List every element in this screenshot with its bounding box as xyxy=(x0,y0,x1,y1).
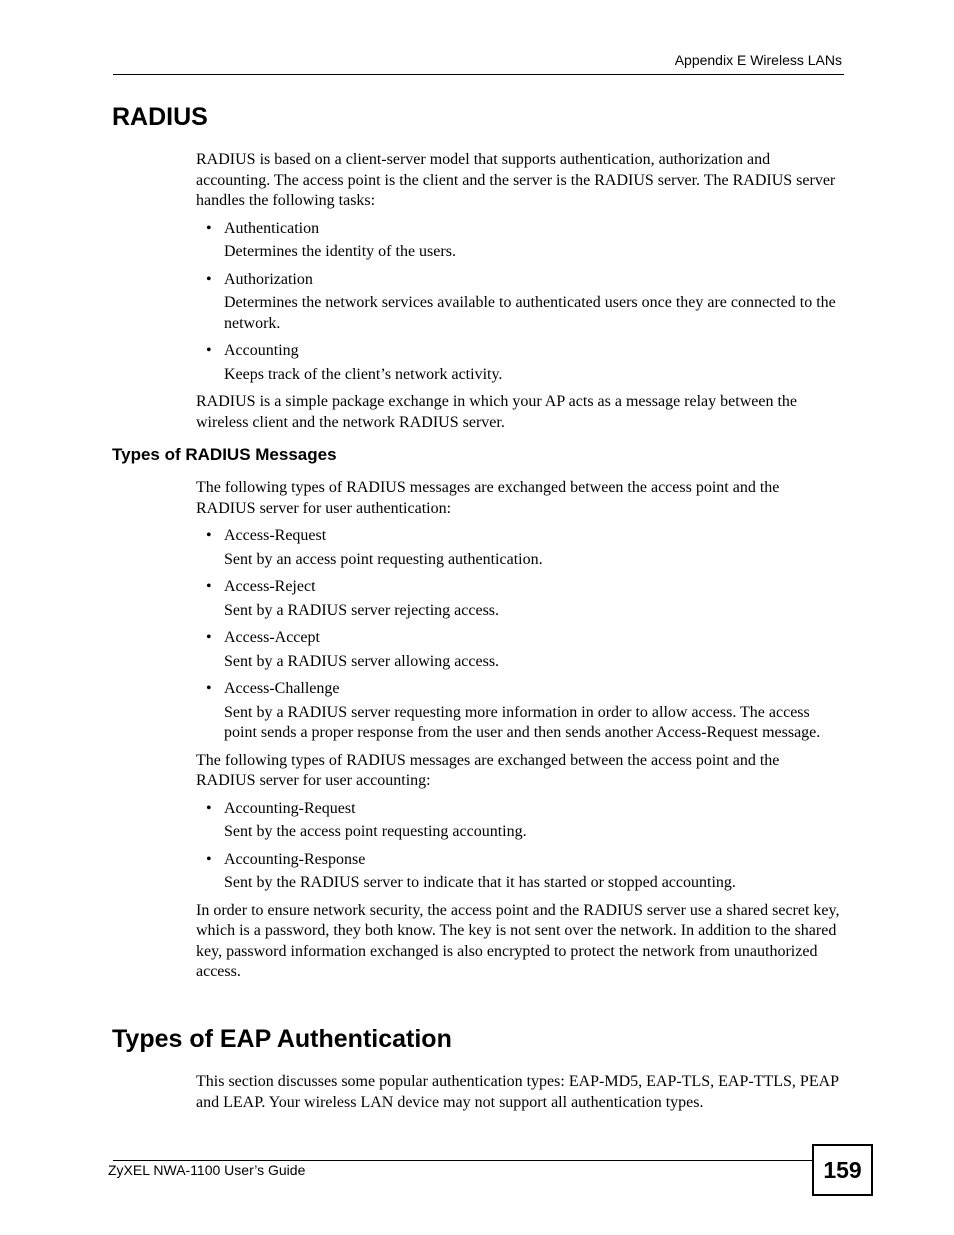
list-item: • Authentication Determines the identity of the users. xyxy=(196,219,842,263)
list-item-desc: Sent by a RADIUS server requesting more information in order to allow access. The access point sends a proper response from the user and then sends another Access-Request message. xyxy=(224,703,821,741)
radius-heading: RADIUS xyxy=(112,103,208,131)
list-item-term: Accounting xyxy=(224,342,299,359)
list-item-term: Authorization xyxy=(224,270,313,288)
list-item-term: Accounting-Response xyxy=(224,850,366,868)
radius-intro: RADIUS is based on a client-server model that supports authentication, authorization and accounting. The access point is the client and the server is the RADIUS server. The RADIUS server handles the following tasks: xyxy=(196,151,836,209)
list-item-term: Access-Reject xyxy=(224,578,316,595)
list-item-desc: Sent by an access point requesting authentication. xyxy=(224,550,543,568)
list-item: • Accounting Keeps track of the client’s network activity. xyxy=(196,341,842,385)
list-item-term: Accounting-Request xyxy=(224,799,356,817)
messages-auth-intro: The following types of RADIUS messages are exchanged between the access point and the RADIUS server for user authentication: xyxy=(196,479,780,517)
list-item: • Accounting-Request Sent by the access point requesting accounting. xyxy=(196,799,842,843)
list-item: • Access-Accept Sent by a RADIUS server allowing access. xyxy=(196,628,842,672)
messages-section xyxy=(196,478,842,983)
list-item-desc: Sent by the RADIUS server to indicate that it has started or stopped accounting. xyxy=(224,874,736,891)
list-item: • Accounting-Response Sent by the RADIUS server to indicate that it has started or stopped accounting. xyxy=(196,850,842,894)
security-paragraph: In order to ensure network security, the access point and the RADIUS server use a shared secret key, which is a password, they both know. The key is not sent over the network. In addition to the shared key, password information exchanged is also encrypted to protect the network from unauthorized access. xyxy=(196,901,840,980)
radius-section xyxy=(196,150,842,433)
running-header: Appendix E Wireless LANs xyxy=(674,52,842,68)
list-item-term: Authentication xyxy=(224,219,320,237)
eap-heading: Types of EAP Authentication xyxy=(112,1025,452,1053)
list-item-desc: Determines the identity of the users. xyxy=(224,243,456,260)
page-number: 159 xyxy=(812,1144,873,1196)
list-item-desc: Determines the network services available to authenticated users once they are connected to the network. xyxy=(224,294,836,332)
footer-guide-title: ZyXEL NWA-1100 User’s Guide xyxy=(108,1162,306,1178)
header-rule xyxy=(113,74,844,75)
eap-intro: This section discusses some popular authentication types: EAP-MD5, EAP-TLS, EAP-TTLS, PEAP and LEAP. Your wireless LAN device may not support all authentication types. xyxy=(196,1073,839,1111)
list-item: • Access-Request Sent by an access point requesting authentication. xyxy=(196,526,842,570)
list-item: • Access-Challenge Sent by a RADIUS server requesting more information in order to allow access. The access point sends a proper response from the user and then sends another Access-Request message. xyxy=(196,679,842,744)
list-item-term: Access-Request xyxy=(224,527,327,544)
list-item-desc: Sent by the access point requesting accounting. xyxy=(224,823,527,840)
list-item-desc: Keeps track of the client’s network activity. xyxy=(224,365,503,383)
radius-outro: RADIUS is a simple package exchange in which your AP acts as a message relay between the wireless client and the network RADIUS server. xyxy=(196,393,797,431)
list-item-desc: Sent by a RADIUS server rejecting access. xyxy=(224,601,500,619)
footer-rule xyxy=(113,1160,813,1161)
messages-acct-intro: The following types of RADIUS messages are exchanged between the access point and the RADIUS server for user accounting: xyxy=(196,751,780,789)
messages-heading: Types of RADIUS Messages xyxy=(112,445,337,464)
list-item-term: Access-Challenge xyxy=(224,680,340,697)
eap-section xyxy=(196,1072,842,1113)
list-item-term: Access-Accept xyxy=(224,629,320,646)
list-item: • Access-Reject Sent by a RADIUS server rejecting access. xyxy=(196,577,842,621)
list-item: • Authorization Determines the network services available to authenticated users once they are connected to the network. xyxy=(196,270,842,335)
list-item-desc: Sent by a RADIUS server allowing access. xyxy=(224,652,500,670)
